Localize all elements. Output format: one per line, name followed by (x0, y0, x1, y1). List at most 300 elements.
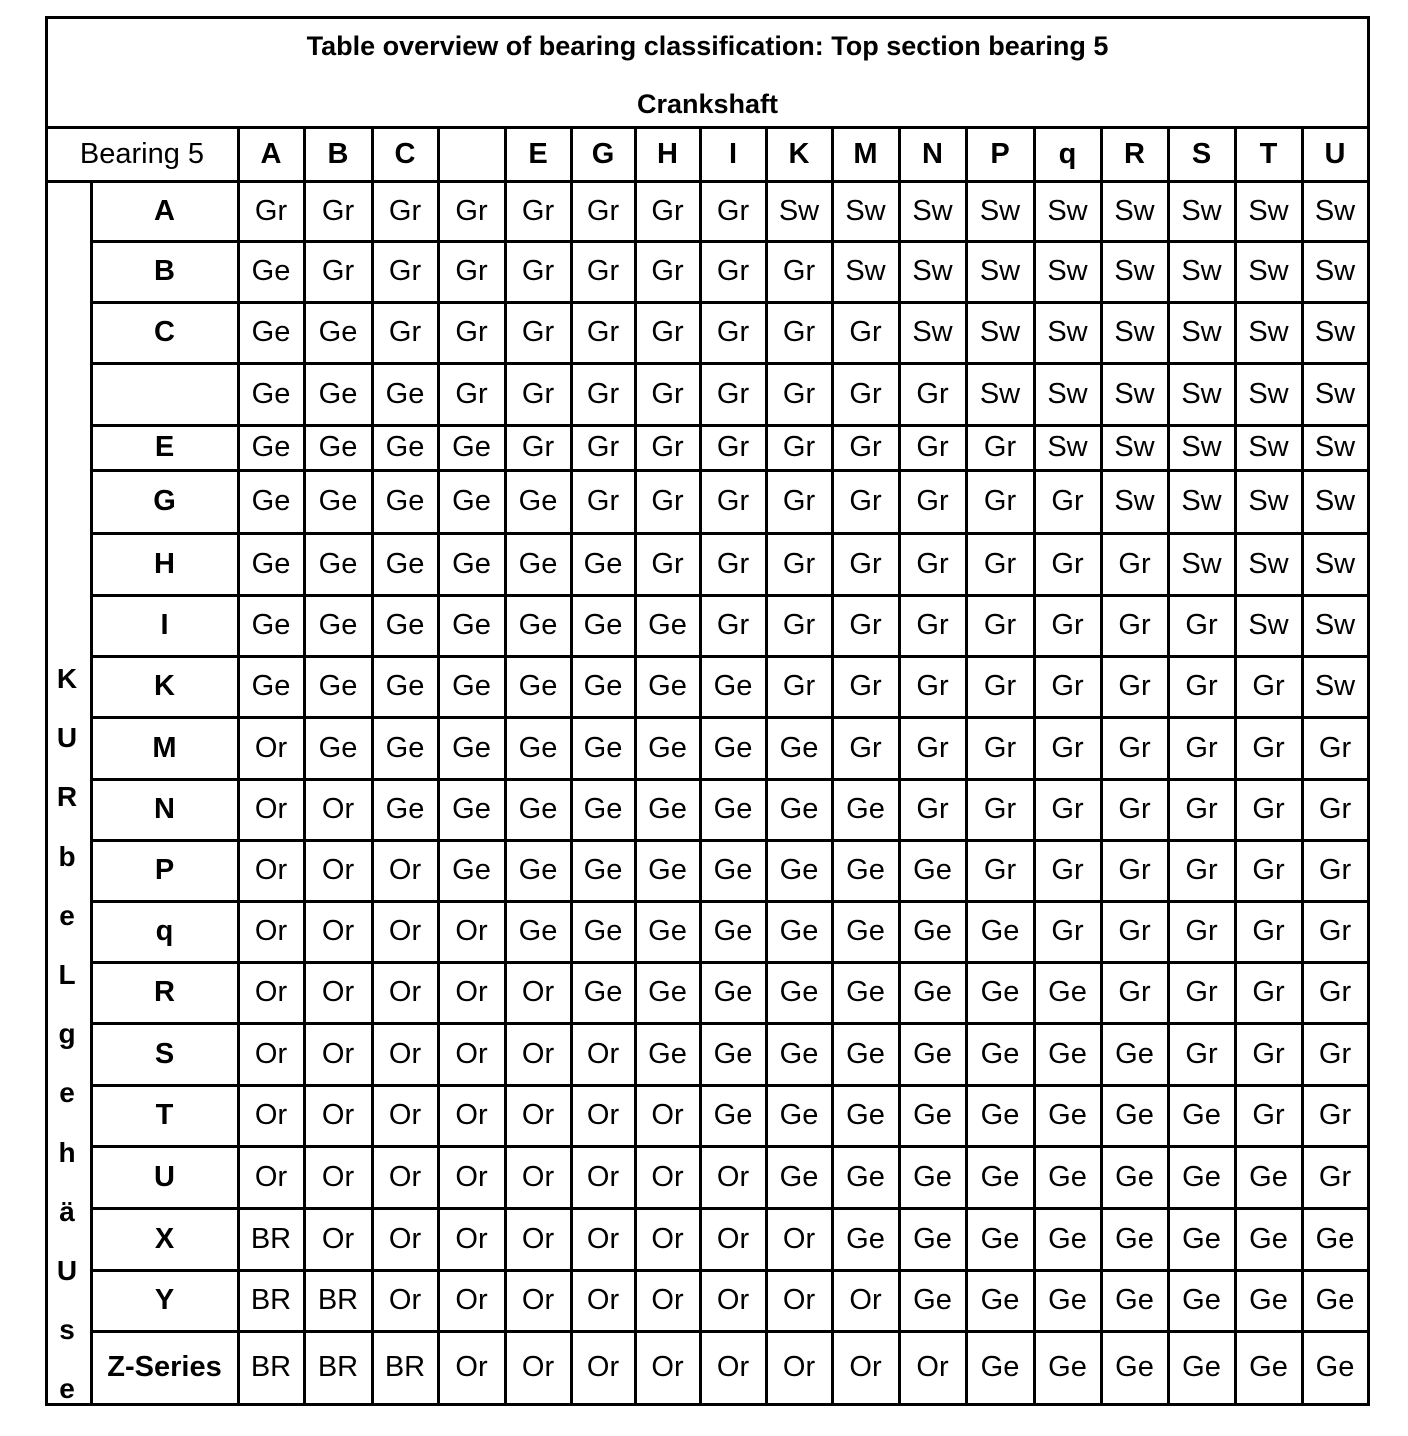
column-header: E (528, 137, 548, 170)
table-cell: Ge (1182, 1099, 1221, 1131)
table-cell: Gr (1118, 670, 1151, 702)
table-cell: Gr (1118, 976, 1151, 1008)
side-label-letter: e (59, 899, 75, 931)
table-cell: Gr (1252, 915, 1285, 947)
table-cell: Gr (1252, 1037, 1285, 1070)
table-cell: Sw (1248, 194, 1289, 227)
table-cell: Ge (980, 1099, 1020, 1131)
table-cell: Ge (713, 854, 753, 886)
table-cell: Or (254, 1099, 288, 1131)
table-cell: Sw (1314, 670, 1356, 702)
table-cell: Sw (1248, 255, 1289, 287)
table-cell: Sw (1314, 485, 1356, 517)
table-cell: Or (651, 1099, 684, 1131)
table-cell: Sw (979, 194, 1021, 227)
row-header: C (154, 316, 175, 348)
table-cell: Ge (318, 547, 358, 580)
table-cell: Ge (846, 793, 885, 825)
table-cell: Or (651, 1160, 684, 1193)
table-cell: Ge (518, 793, 558, 825)
table-cell: Or (586, 1160, 620, 1193)
table-cell: Gr (1118, 793, 1151, 825)
side-label-letter: e (59, 1077, 75, 1109)
table-cell: Sw (1314, 547, 1356, 580)
table-cell: Gr (651, 255, 684, 287)
table-cell: Or (716, 1222, 750, 1255)
table-cell: Gr (782, 316, 816, 348)
table-cell: Or (321, 1160, 355, 1193)
table-cell: Ge (779, 1099, 819, 1131)
column-header: G (591, 137, 615, 170)
table-cell: Ge (583, 793, 623, 825)
table-cell: Or (586, 1351, 620, 1383)
table-cell: Ge (1249, 1222, 1288, 1255)
table-cell: Sw (1114, 377, 1155, 410)
table-cell: Gr (586, 485, 620, 517)
table-cell: Sw (1047, 255, 1088, 287)
table-cell: Gr (849, 485, 882, 517)
column-header: A (260, 137, 282, 170)
column-header: U (1324, 137, 1346, 170)
table-cell: Ge (385, 731, 425, 764)
table-cell: Or (782, 1351, 816, 1383)
table-cell: Sw (845, 194, 886, 227)
table-cell: Or (321, 793, 355, 825)
column-header: T (1259, 137, 1278, 170)
column-header: H (657, 137, 678, 170)
side-label-letter: ä (59, 1195, 75, 1227)
table-cell: Sw (1181, 431, 1222, 463)
table-cell: Or (388, 976, 422, 1008)
table-cell: Ge (648, 976, 687, 1008)
table-cell: Gr (1318, 1037, 1352, 1070)
table-cell: Ge (385, 793, 425, 825)
table-cell: Sw (1248, 431, 1289, 463)
table-cell: Sw (1314, 194, 1356, 227)
table-cell: Or (521, 1099, 555, 1131)
row-header: E (154, 431, 175, 463)
row-header: Y (154, 1284, 175, 1316)
table-cell: Or (455, 1099, 488, 1131)
table-cell: Or (321, 1222, 355, 1255)
table-cell: Gr (521, 316, 555, 348)
table-cell: Ge (318, 609, 358, 641)
table-cell: Or (521, 1222, 555, 1255)
table-cell: Gr (388, 255, 422, 287)
table-cell: Gr (586, 194, 620, 227)
table-cell: Ge (251, 431, 291, 463)
row-header: Z-Series (107, 1351, 222, 1383)
table-cell: Gr (849, 731, 882, 764)
table-cell: Gr (586, 255, 620, 287)
table-cell: Sw (912, 194, 953, 227)
table-cell: Sw (778, 194, 820, 227)
table-cell: Ge (385, 670, 425, 702)
row-header: N (154, 793, 175, 825)
column-header: N (922, 137, 943, 170)
table-cell: Sw (1114, 255, 1155, 287)
corner-header: Bearing 5 (79, 137, 205, 170)
table-cell: Ge (713, 1037, 753, 1070)
table-cell: Or (455, 915, 488, 947)
table-cell: Or (586, 1222, 620, 1255)
table-cell: Ge (583, 670, 623, 702)
table-cell: Gr (849, 431, 882, 463)
table-cell: Ge (518, 854, 558, 886)
table-cell: Ge (1048, 976, 1087, 1008)
table-cell: BR (250, 1284, 292, 1316)
column-header: q (1058, 137, 1077, 170)
table-cell: Sw (1114, 485, 1155, 517)
table-cell: Gr (1318, 854, 1352, 886)
table-cell: Gr (782, 547, 816, 580)
table-cell: Gr (1118, 854, 1151, 886)
table-cell: Or (782, 1284, 816, 1316)
table-cell: Ge (1115, 1160, 1154, 1193)
table-cell: Gr (521, 255, 555, 287)
column-header: K (788, 137, 810, 170)
row-header: A (154, 194, 175, 227)
table-cell: Ge (713, 731, 753, 764)
table-cell: Gr (651, 377, 684, 410)
table-cell: Gr (983, 431, 1017, 463)
table-cell: Or (849, 1284, 882, 1316)
table-cell: Ge (583, 915, 623, 947)
table-cell: Sw (1314, 377, 1356, 410)
table-cell: Or (651, 1351, 684, 1383)
table-cell: Ge (913, 1037, 952, 1070)
table-cell: Ge (518, 609, 558, 641)
table-cell: Or (388, 1160, 422, 1193)
column-header: R (1124, 137, 1145, 170)
table-cell: Gr (983, 609, 1017, 641)
table-cell: Ge (583, 976, 623, 1008)
table-cell: Ge (251, 255, 291, 287)
table-cell: Gr (1252, 854, 1285, 886)
table-cell: Gr (716, 316, 750, 348)
table-cell: Ge (1115, 1222, 1154, 1255)
table-cell: Sw (1047, 377, 1088, 410)
table-cell: Ge (1115, 1351, 1154, 1383)
table-cell: Ge (1315, 1351, 1355, 1383)
table-cell: BR (384, 1351, 426, 1383)
table-cell: Sw (1047, 316, 1088, 348)
side-label-letter: h (58, 1136, 76, 1168)
table-cell: Sw (1314, 609, 1356, 641)
column-header: C (394, 137, 416, 170)
table-cell: Gr (916, 431, 949, 463)
table-cell: Ge (1048, 1222, 1087, 1255)
table-cell: Ge (779, 854, 819, 886)
table-cell: Or (388, 1099, 422, 1131)
table-cell: Ge (583, 731, 623, 764)
table-cell: Ge (1182, 1284, 1221, 1316)
table-cell: Ge (980, 1284, 1020, 1316)
side-label-letter: U (56, 1255, 78, 1286)
side-label-letter: s (59, 1314, 75, 1346)
table-cell: Sw (1181, 255, 1222, 287)
table-cell: Or (388, 854, 422, 886)
table-cell: Gr (782, 255, 816, 287)
table-cell: Gr (1252, 976, 1285, 1008)
table-cell: Gr (388, 194, 422, 227)
table-cell: Gr (782, 670, 816, 702)
table-cell: Gr (849, 547, 882, 580)
table-cell: Gr (782, 431, 816, 463)
table-cell: Sw (1181, 377, 1222, 410)
table-cell: Ge (385, 609, 425, 641)
column-header: M (853, 137, 878, 170)
table-cell: Ge (980, 976, 1020, 1008)
table-cell: Gr (916, 547, 949, 580)
table-title: Table overview of bearing classification: Top section bearing 5 (306, 31, 1109, 61)
table-cell: Ge (779, 1037, 819, 1070)
table-cell: Sw (1114, 194, 1155, 227)
table-cell: Ge (1315, 1284, 1355, 1316)
table-cell: Ge (1048, 1037, 1087, 1070)
table-cell: Or (716, 1284, 750, 1316)
table-cell: Gr (849, 377, 882, 410)
side-label-letter: g (58, 1018, 76, 1050)
table-cell: Sw (1114, 316, 1155, 348)
row-header: I (160, 609, 169, 641)
table-cell: Ge (318, 485, 358, 517)
table-cell: Gr (983, 485, 1017, 517)
table-cell: Ge (1048, 1351, 1087, 1383)
table-cell: Ge (1182, 1160, 1221, 1193)
table-cell: Ge (980, 1037, 1020, 1070)
table-cell: Gr (916, 731, 949, 764)
table-cell: Gr (716, 431, 750, 463)
table-cell: Ge (1115, 1037, 1154, 1070)
table-cell: Or (388, 915, 422, 947)
table-cell: Ge (846, 915, 885, 947)
table-cell: Or (651, 1284, 684, 1316)
table-cell: Or (455, 1037, 488, 1070)
table-cell: Ge (779, 731, 819, 764)
table-cell: Ge (1249, 1284, 1288, 1316)
table-cell: Or (388, 1222, 422, 1255)
table-cell: Or (586, 1284, 620, 1316)
row-header: G (153, 485, 176, 517)
row-header (91, 363, 238, 425)
table-cell: Sw (1047, 194, 1088, 227)
table-cell: Ge (1048, 1099, 1087, 1131)
table-cell: BR (317, 1351, 359, 1383)
table-cell: Gr (716, 547, 750, 580)
table-cell: Gr (1185, 1037, 1218, 1070)
table-cell: Gr (1051, 793, 1084, 825)
table-cell: Gr (1318, 1099, 1352, 1131)
table-cell: Gr (1051, 670, 1084, 702)
table-cell: Ge (518, 915, 558, 947)
table-cell: Gr (1318, 793, 1352, 825)
table-cell: Sw (1248, 547, 1289, 580)
table-cell: Or (321, 854, 355, 886)
table-cell: Ge (1182, 1351, 1221, 1383)
table-cell: Sw (1248, 609, 1289, 641)
row-header: P (154, 854, 175, 886)
table-cell: Ge (452, 731, 491, 764)
table-cell: Ge (779, 915, 819, 947)
table-cell: Ge (452, 547, 491, 580)
table-cell: Ge (713, 670, 753, 702)
table-cell: Or (388, 1284, 422, 1316)
table-cell: Ge (1249, 1351, 1288, 1383)
table-cell: Gr (983, 731, 1017, 764)
table-cell: Ge (583, 854, 623, 886)
table-cell: Gr (651, 431, 684, 463)
table-cell: Gr (983, 670, 1017, 702)
table-cell: Ge (1048, 1160, 1087, 1193)
table-cell: Or (521, 976, 555, 1008)
table-cell: Gr (521, 194, 555, 227)
table-cell: Or (586, 1037, 620, 1070)
table-cell: Ge (648, 670, 687, 702)
table-cell: Gr (521, 377, 555, 410)
table-cell: Ge (779, 976, 819, 1008)
row-header: H (154, 547, 175, 580)
table-cell: Gr (849, 670, 882, 702)
table-cell: Ge (251, 547, 291, 580)
table-cell: Sw (1181, 194, 1222, 227)
table-cell: Ge (846, 1037, 885, 1070)
table-cell: Sw (1047, 431, 1088, 463)
table-cell: Sw (1314, 255, 1356, 287)
table-cell: Gr (1051, 485, 1084, 517)
bearing-classification-table (45, 16, 1370, 1406)
table-cell: Ge (452, 609, 491, 641)
table-cell: Ge (846, 854, 885, 886)
table-cell: Gr (983, 547, 1017, 580)
table-cell: Gr (1185, 915, 1218, 947)
table-cell: Or (254, 1037, 288, 1070)
side-label-letter: K (56, 663, 78, 694)
table-cell: Gr (1185, 731, 1218, 764)
table-cell: Gr (1185, 976, 1218, 1008)
table-cell: Gr (983, 854, 1017, 886)
table-cell: Gr (651, 194, 684, 227)
table-cell: Ge (452, 793, 491, 825)
table-cell: Ge (518, 485, 558, 517)
row-header: q (155, 915, 174, 947)
table-cell: Or (254, 854, 288, 886)
table-cell: Ge (1048, 1284, 1087, 1316)
table-cell: Gr (651, 547, 684, 580)
table-cell: Or (321, 976, 355, 1008)
table-cell: Gr (916, 485, 949, 517)
side-label-letter: R (56, 781, 78, 813)
table-cell: Ge (713, 793, 753, 825)
table-cell: Ge (779, 793, 819, 825)
table-cell: Ge (251, 377, 291, 410)
table-cell: Gr (321, 255, 355, 287)
table-cell: Ge (913, 854, 952, 886)
table-cell: Gr (916, 793, 949, 825)
table-cell: Ge (713, 976, 753, 1008)
table-cell: Gr (1185, 854, 1218, 886)
table-cell: BR (250, 1351, 292, 1383)
table-cell: Gr (455, 194, 488, 227)
table-cell: Ge (251, 485, 291, 517)
table-cell: Gr (983, 793, 1017, 825)
table-cell: Sw (1314, 316, 1356, 348)
column-header: B (327, 137, 349, 170)
table-cell: Gr (849, 609, 882, 641)
table-cell: Gr (1252, 1099, 1285, 1131)
table-cell: Ge (913, 1284, 952, 1316)
table-cell: Ge (385, 485, 425, 517)
table-cell: Ge (583, 609, 623, 641)
table-cell: Gr (1051, 547, 1084, 580)
table-cell: Sw (1181, 547, 1222, 580)
table-cell: Gr (586, 316, 620, 348)
table-cell: Gr (716, 485, 750, 517)
table-cell: Gr (1051, 915, 1084, 947)
table-cell: Or (254, 1160, 288, 1193)
table-cell: Ge (846, 1160, 885, 1193)
table-cell: Ge (1182, 1222, 1221, 1255)
table-cell: Ge (713, 915, 753, 947)
row-header: K (154, 670, 175, 702)
table-cell: Gr (651, 485, 684, 517)
column-header: S (1191, 137, 1212, 170)
table-cell: Ge (913, 915, 952, 947)
table-cell: Ge (648, 1037, 687, 1070)
table-cell: Ge (980, 1222, 1020, 1255)
table-cell: Ge (713, 1099, 753, 1131)
table-cell: Ge (452, 670, 491, 702)
table-cell: Gr (1051, 731, 1084, 764)
table-cell: Ge (648, 793, 687, 825)
table-cell: Ge (452, 485, 491, 517)
table-cell: Ge (1115, 1284, 1154, 1316)
table-cell: Ge (913, 1099, 952, 1131)
table-cell: Ge (913, 976, 952, 1008)
table-cell: Sw (979, 255, 1021, 287)
table-cell: Gr (916, 609, 949, 641)
table-cell: Ge (385, 377, 425, 410)
table-cell: BR (317, 1284, 359, 1316)
table-subtitle: Crankshaft (636, 89, 779, 119)
table-cell: Ge (518, 731, 558, 764)
table-cell: Gr (1318, 915, 1352, 947)
table-cell: Gr (521, 431, 555, 463)
table-cell: Or (651, 1222, 684, 1255)
table-cell: Gr (849, 316, 882, 348)
table-cell: Or (716, 1160, 750, 1193)
table-cell: Sw (1181, 316, 1222, 348)
table-cell: Ge (648, 915, 687, 947)
row-header: S (154, 1037, 175, 1070)
table-cell: Or (254, 793, 288, 825)
table-cell: Ge (251, 609, 291, 641)
table-cell: Or (455, 1284, 488, 1316)
table-cell: Sw (912, 255, 953, 287)
side-label-letter: e (59, 1373, 75, 1405)
table-cell: Or (716, 1351, 750, 1383)
table-cell: Or (455, 1160, 488, 1193)
side-label-letter: b (58, 840, 76, 872)
table-cell: Or (586, 1099, 620, 1131)
table-cell: Sw (1248, 377, 1289, 410)
row-header: R (154, 976, 175, 1008)
table-cell: Or (782, 1222, 816, 1255)
table-cell: Gr (1051, 854, 1084, 886)
table-cell: Ge (518, 670, 558, 702)
table-cell: Gr (1318, 1160, 1352, 1193)
table-cell: Or (321, 1099, 355, 1131)
